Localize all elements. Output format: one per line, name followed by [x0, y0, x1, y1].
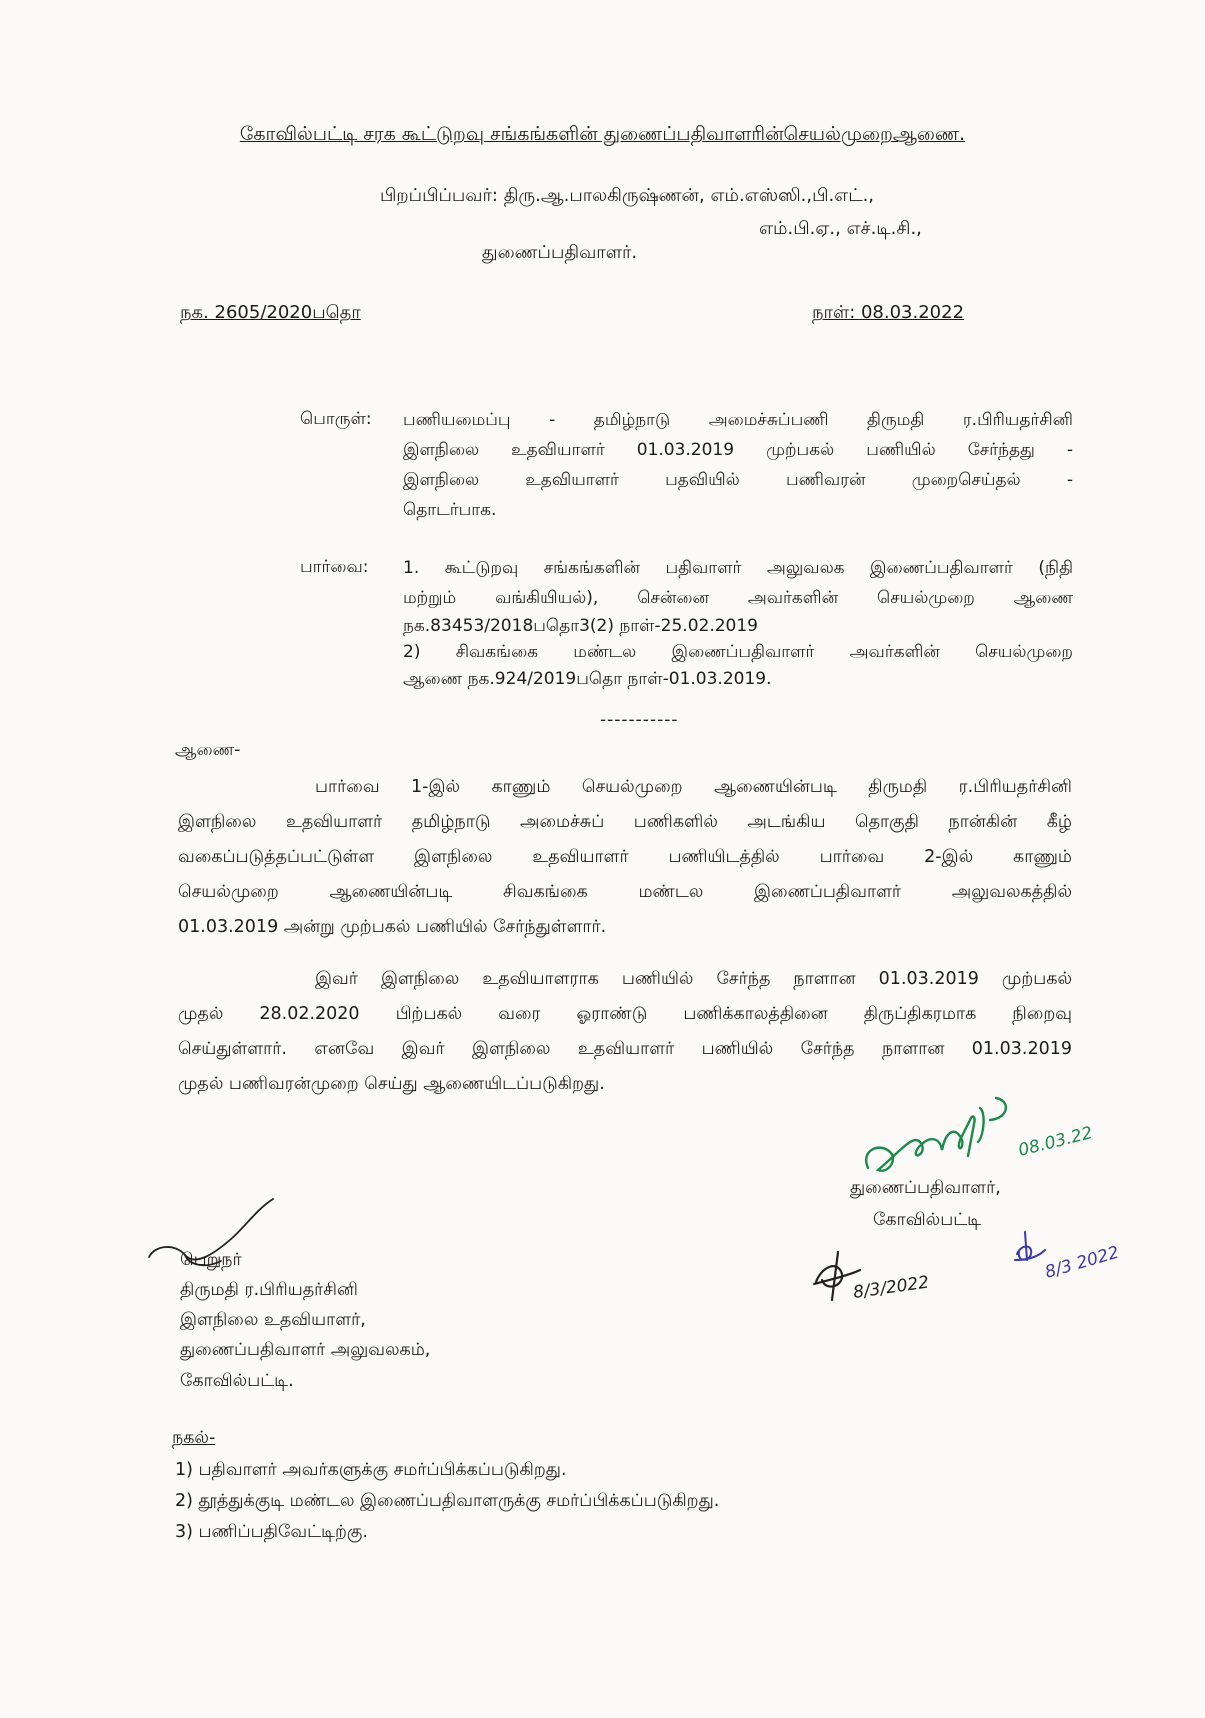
signatory-office: கோவில்பட்டி — [873, 1210, 982, 1230]
order-paragraph2-line: செய்துள்ளார். எனவே இவர் இளநிலை உதவியாளர் பணியில் சேர்ந்த நாளான 01.03.2019 — [178, 1039, 1072, 1059]
document-title: கோவில்பட்டி சரக கூட்டுறவு சங்கங்களின் துணைப்பதிவாளரின்செயல்முறைஆணை. — [239, 123, 966, 145]
initial2-date: 8/3 2022 — [1042, 1242, 1122, 1283]
initial1-date: 8/3/2022 — [851, 1272, 931, 1303]
references-label: பார்வை: — [300, 557, 369, 577]
order-paragraph1-line: இளநிலை உதவியாளர் தமிழ்நாடு அமைச்சுப் பணிகளில் அடங்கிய தொகுதி நான்கின் கீழ் — [178, 812, 1072, 832]
copies-label: நகல்- — [172, 1428, 216, 1448]
initial-signature-black — [808, 1240, 958, 1310]
issuer-qualifications: எம்.பி.ஏ., எச்.டி.சி., — [759, 218, 922, 239]
recipient-line: துணைப்பதிவாளர் அலுவலகம், — [180, 1340, 431, 1360]
copy-item: 3) பணிப்பதிவேட்டிற்கு. — [175, 1522, 368, 1542]
subject-label: பொருள்: — [300, 409, 372, 429]
order-label: ஆணை- — [175, 740, 241, 760]
copy-item: 1) பதிவாளர் அவர்களுக்கு சமர்ப்பிக்கப்படுகிறது. — [175, 1460, 567, 1480]
subject-line: பணியமைப்பு - தமிழ்நாடு அமைச்சுப்பணி திருமதி ர.பிரியதர்சினி — [403, 410, 1073, 430]
reference-line: ஆணை நக.924/2019பதொ நாள்-01.03.2019. — [403, 669, 772, 689]
issued-by: பிறப்பிப்பவர்: திரு.ஆ.பாலகிருஷ்ணன், எம்.எஸ்ஸி.,பி.எட்., — [380, 185, 875, 206]
reference-line: மற்றும் வங்கியியல்), சென்னை அவர்களின் செயல்முறை ஆணை — [403, 588, 1073, 608]
initial-signature-blue — [1005, 1220, 1175, 1290]
signature-date: 08.03.22 — [1016, 1123, 1095, 1161]
officer-signature — [860, 1090, 1120, 1190]
recipient-line: திருமதி ர.பிரியதர்சினி — [180, 1280, 358, 1300]
order-paragraph2-line: முதல் பணிவரன்முறை செய்து ஆணையிடப்படுகிறது. — [178, 1074, 605, 1094]
issuer-title: துணைப்பதிவாளர். — [482, 242, 638, 263]
reference-line: 1. கூட்டுறவு சங்கங்களின் பதிவாளர் அலுவலக இணைப்பதிவாளர் (நிதி — [403, 558, 1073, 578]
subject-line: இளநிலை உதவியாளர் 01.03.2019 முற்பகல் பணியில் சேர்ந்தது - — [403, 440, 1073, 460]
separator: ----------- — [600, 710, 679, 730]
recipient-line: பெறுநர் — [180, 1250, 242, 1270]
subject-line: இளநிலை உதவியாளர் பதவியில் பணிவரன் முறைசெய்தல் - — [403, 470, 1073, 490]
order-paragraph2-line: இவர் இளநிலை உதவியாளராக பணியில் சேர்ந்த நாளான 01.03.2019 முற்பகல் — [315, 969, 1072, 989]
order-date: நாள்: 08.03.2022 — [812, 302, 965, 323]
reference-line: நக.83453/2018பதொ3(2) நாள்-25.02.2019 — [403, 616, 758, 636]
subject-line: தொடர்பாக. — [403, 500, 497, 520]
recipient-line: இளநிலை உதவியாளர், — [180, 1310, 366, 1330]
reference-number: நக. 2605/2020பதொ — [180, 302, 361, 323]
order-paragraph1-line: பார்வை 1-இல் காணும் செயல்முறை ஆணையின்படி திருமதி ர.பிரியதர்சினி — [315, 777, 1072, 797]
order-paragraph1-line: 01.03.2019 அன்று முற்பகல் பணியில் சேர்ந்துள்ளார். — [178, 917, 607, 937]
copy-item: 2) தூத்துக்குடி மண்டல இணைப்பதிவாளருக்கு சமர்ப்பிக்கப்படுகிறது. — [175, 1491, 720, 1511]
signatory-title: துணைப்பதிவாளர், — [850, 1178, 1001, 1198]
order-paragraph1-line: வகைப்படுத்தப்பட்டுள்ள இளநிலை உதவியாளர் பணியிடத்தில் பார்வை 2-இல் காணும் — [178, 847, 1072, 867]
recipient-line: கோவில்பட்டி. — [180, 1371, 294, 1391]
order-paragraph2-line: முதல் 28.02.2020 பிற்பகல் வரை ஓராண்டு பணிக்காலத்தினை திருப்திகரமாக நிறைவு — [178, 1004, 1072, 1024]
reference-line: 2) சிவகங்கை மண்டல இணைப்பதிவாளர் அவர்களின் செயல்முறை — [403, 642, 1073, 662]
order-paragraph1-line: செயல்முறை ஆணையின்படி சிவகங்கை மண்டல இணைப்பதிவாளர் அலுவலகத்தில் — [178, 882, 1072, 902]
